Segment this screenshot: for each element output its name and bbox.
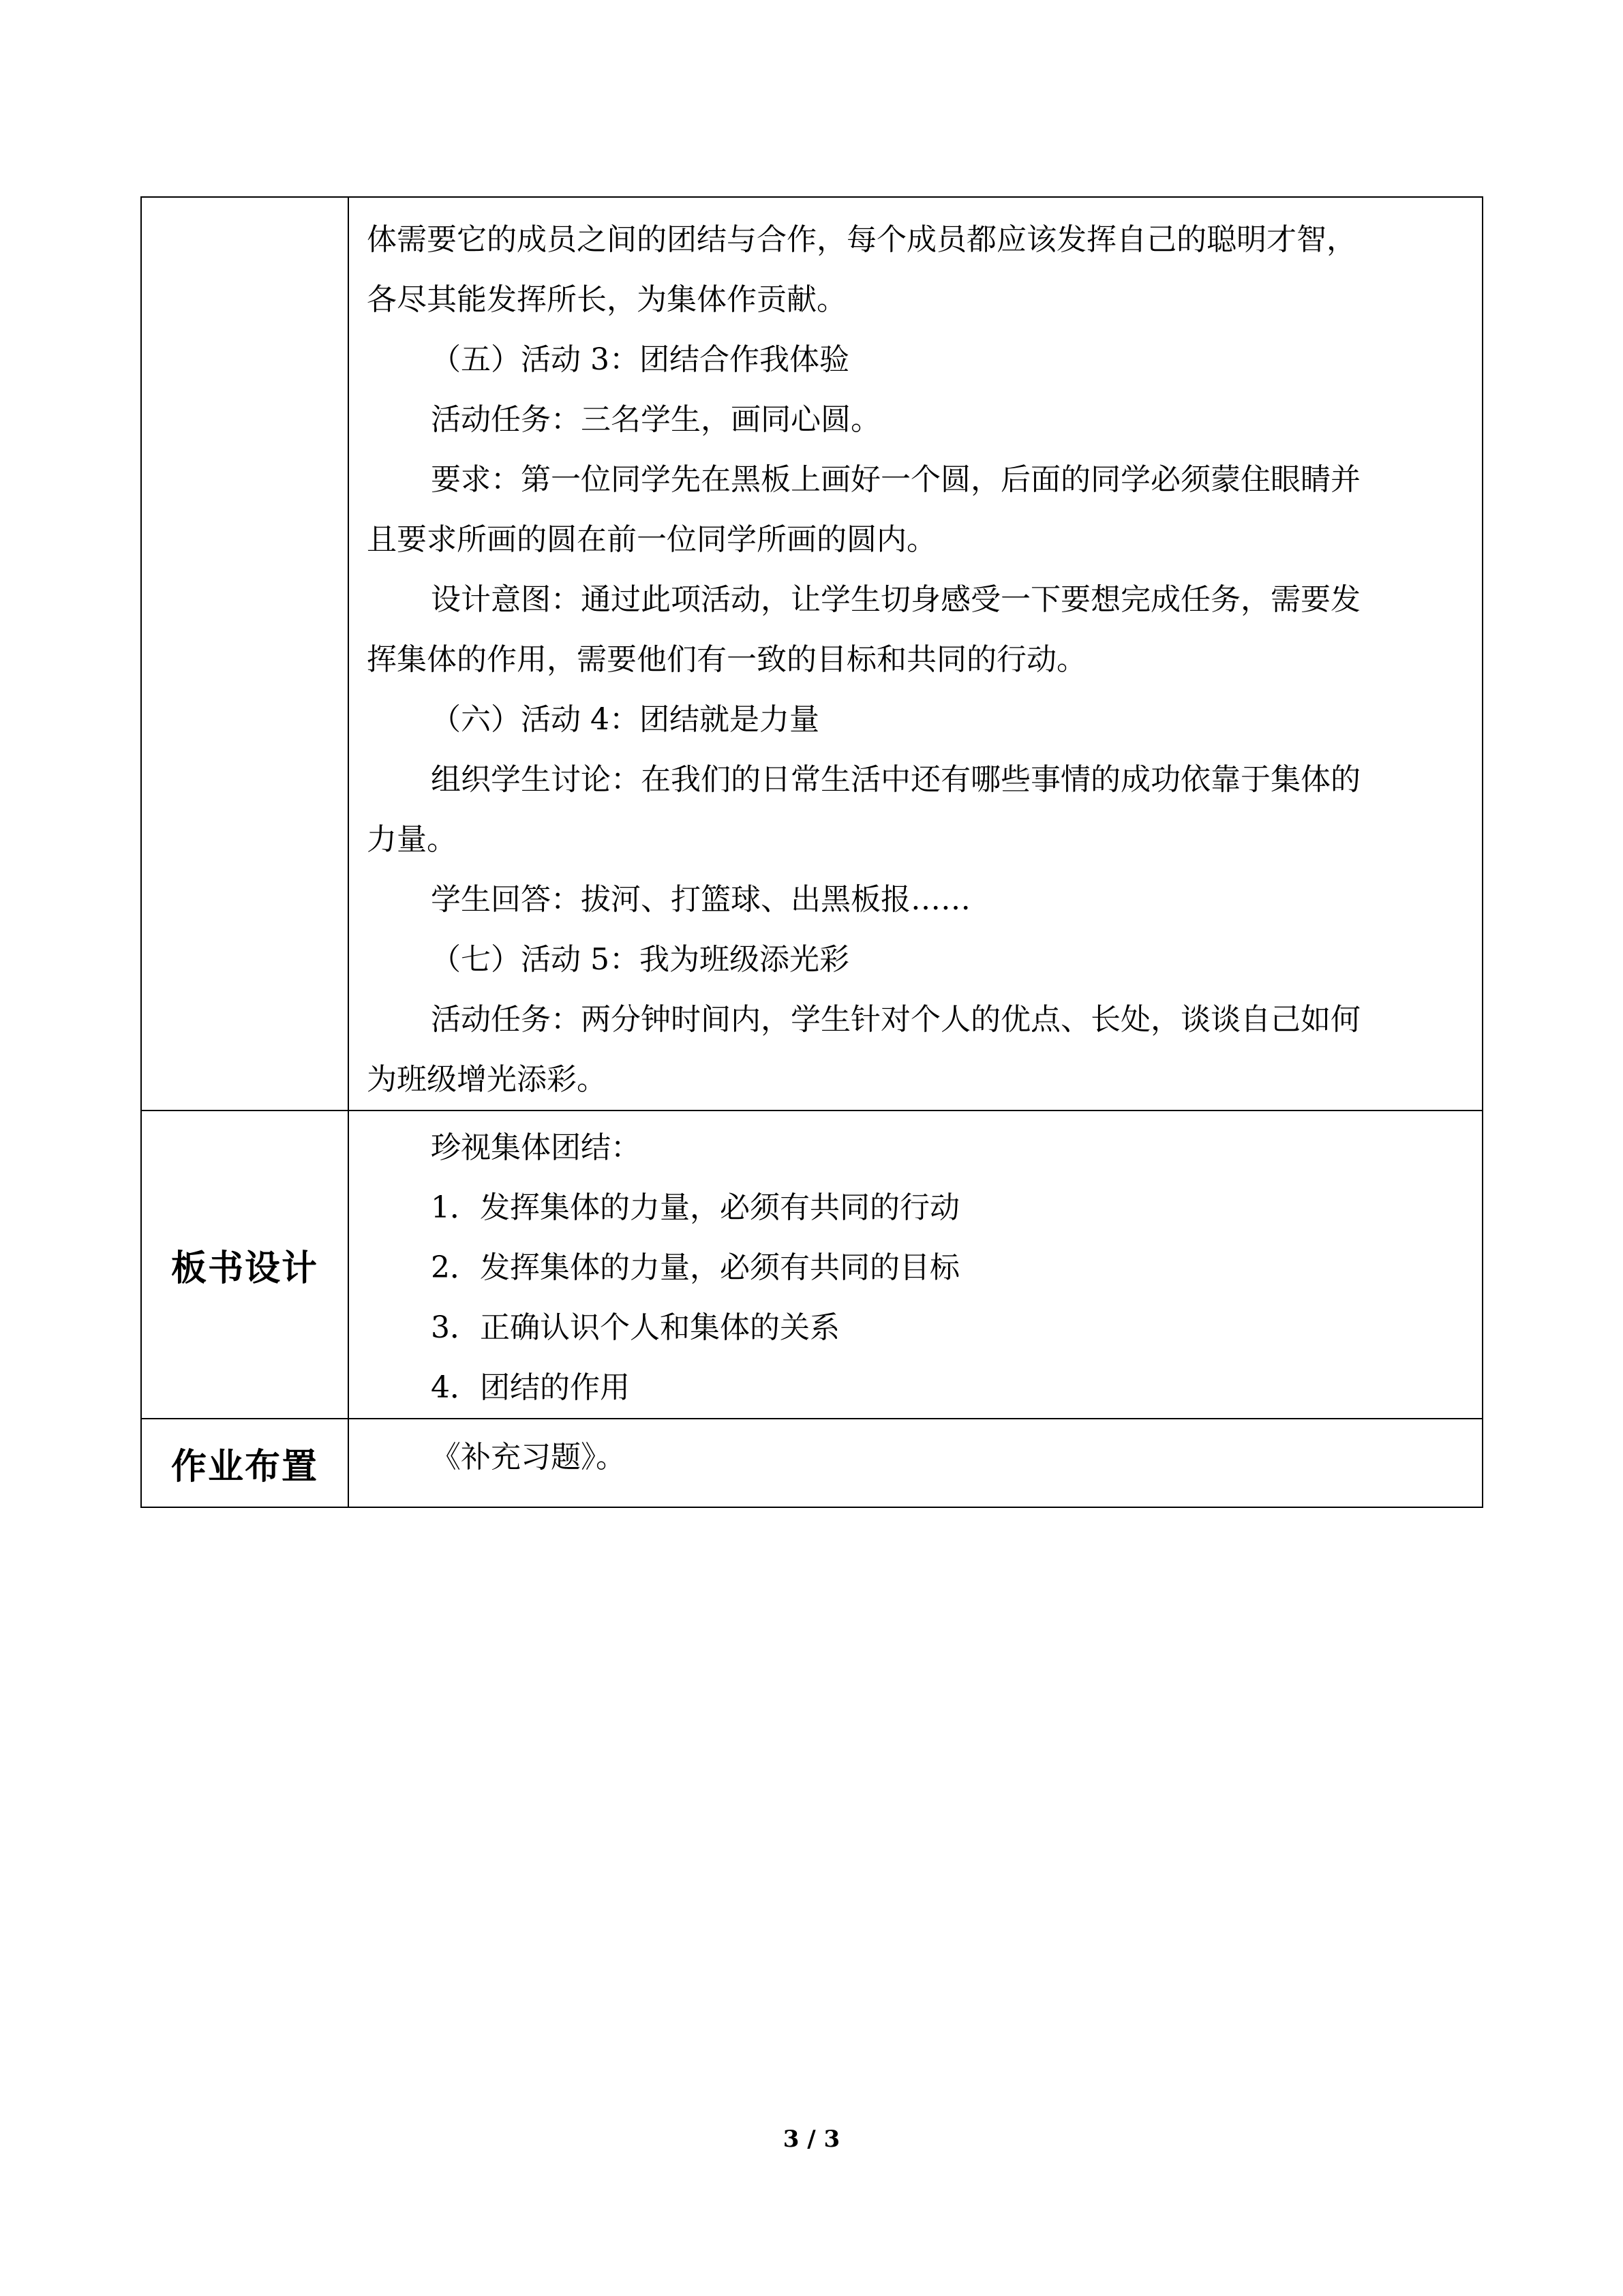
text-line: 《补充习题》。	[431, 1440, 626, 1475]
text-line: 挥集体的作用，需要他们有一致的目标和共同的行动。	[367, 642, 1087, 677]
text-line: 设计意图：通过此项活动，让学生切身感受一下要想完成任务，需要发	[431, 582, 1361, 617]
page-number: 3 / 3	[783, 2126, 840, 2153]
board-design-cell	[348, 1111, 1483, 1419]
text-line: 珍视集体团结：	[431, 1130, 641, 1165]
text-line: 力量。	[367, 822, 457, 857]
text-line: 学生回答：拔河、打篮球、出黑板报……	[431, 882, 971, 917]
section-heading: （六）活动 4：团结就是力量	[431, 702, 819, 737]
list-item: 2．发挥集体的力量，必须有共同的目标	[431, 1250, 960, 1285]
text-line: 各尽其能发挥所长，为集体作贡献。	[367, 282, 847, 317]
section-heading: （五）活动 3：团结合作我体验	[431, 342, 849, 377]
row-label-empty	[141, 197, 348, 1111]
text-line: 要求：第一位同学先在黑板上画好一个圆，后面的同学必须蒙住眼睛并	[431, 462, 1361, 497]
row-label-homework: 作业布置	[141, 1419, 348, 1507]
list-item: 3．正确认识个人和集体的关系	[431, 1310, 840, 1345]
section-heading: （七）活动 5：我为班级添光彩	[431, 942, 849, 977]
table-row	[141, 1111, 1483, 1419]
homework-cell	[348, 1419, 1483, 1507]
list-item: 1．发挥集体的力量，必须有共同的行动	[431, 1190, 960, 1225]
text-line: 活动任务：三名学生，画同心圆。	[431, 402, 881, 437]
text-line: 活动任务：两分钟时间内，学生针对个人的优点、长处，谈谈自己如何	[431, 1002, 1361, 1037]
text-line: 为班级增光添彩。	[367, 1062, 607, 1097]
row-label-board-design: 板书设计	[141, 1111, 348, 1419]
table-row	[141, 197, 1483, 1111]
text-line: 组织学生讨论：在我们的日常生活中还有哪些事情的成功依靠于集体的	[431, 762, 1361, 797]
table-row	[141, 1419, 1483, 1507]
text-line: 体需要它的成员之间的团结与合作，每个成员都应该发挥自己的聪明才智，	[367, 222, 1356, 257]
list-item: 4．团结的作用	[431, 1370, 630, 1405]
lesson-plan-table	[140, 196, 1483, 1508]
text-line: 且要求所画的圆在前一位同学所画的圆内。	[367, 522, 937, 557]
activities-cell	[348, 197, 1483, 1111]
